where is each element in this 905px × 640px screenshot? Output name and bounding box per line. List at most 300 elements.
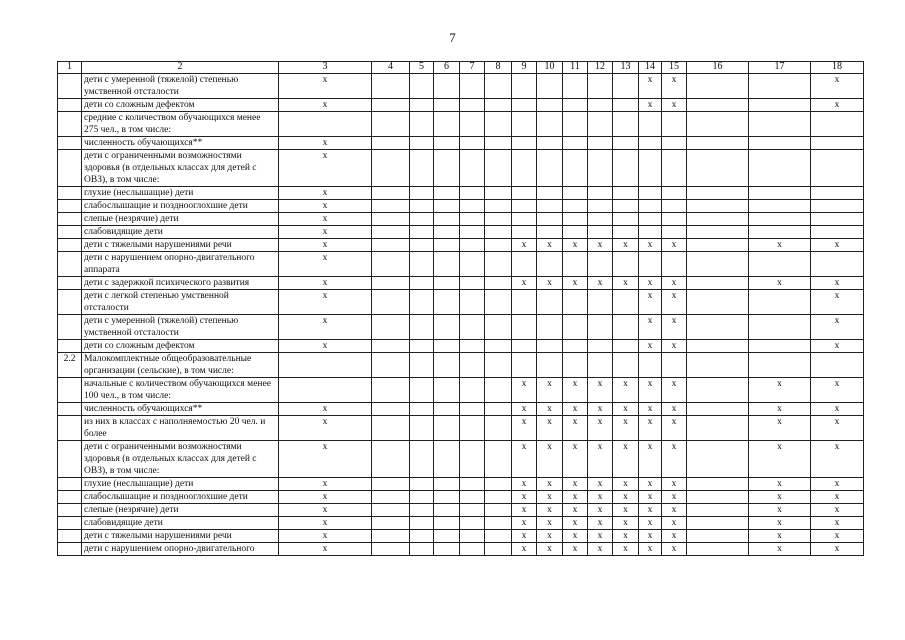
mark-cell-col-8 (485, 213, 512, 226)
mark-cell-col-15: x (662, 478, 687, 491)
mark-cell-col-13: x (613, 517, 639, 530)
table-row (58, 340, 864, 353)
mark-cell-col-7 (460, 226, 485, 239)
section-number-cell (58, 530, 82, 543)
mark-cell-col-16 (687, 530, 749, 543)
mark-cell-col-15 (662, 252, 687, 277)
mark-cell-col-10 (537, 112, 563, 137)
mark-cell-col-10 (537, 99, 563, 112)
mark-cell-col-3: x (279, 315, 372, 340)
mark-cell-col-18: x (811, 416, 864, 441)
mark-cell-col-15: x (662, 74, 687, 99)
mark-cell-col-4 (372, 200, 410, 213)
header-cell-col-7: 7 (460, 62, 485, 74)
mark-cell-col-14: x (639, 517, 662, 530)
mark-cell-col-13: x (613, 416, 639, 441)
mark-cell-col-10: x (537, 517, 563, 530)
table-row (58, 99, 864, 112)
mark-cell-col-18 (811, 187, 864, 200)
section-number-cell (58, 441, 82, 478)
mark-cell-col-6 (434, 137, 460, 150)
mark-cell-col-6 (434, 504, 460, 517)
section-number-cell (58, 416, 82, 441)
mark-cell-col-9 (512, 226, 537, 239)
mark-cell-col-8 (485, 226, 512, 239)
mark-cell-col-14 (639, 252, 662, 277)
mark-cell-col-14 (639, 112, 662, 137)
mark-cell-col-14: x (639, 277, 662, 290)
mark-cell-col-6 (434, 403, 460, 416)
mark-cell-col-11 (563, 353, 588, 378)
mark-cell-col-11: x (563, 416, 588, 441)
row-label-cell: слепые (незрячие) дети (82, 504, 279, 517)
mark-cell-col-14: x (639, 504, 662, 517)
mark-cell-col-3 (279, 353, 372, 378)
mark-cell-col-5 (410, 213, 434, 226)
mark-cell-col-7 (460, 517, 485, 530)
mark-cell-col-7 (460, 239, 485, 252)
mark-cell-col-7 (460, 478, 485, 491)
table-row (58, 213, 864, 226)
mark-cell-col-12: x (588, 378, 613, 403)
mark-cell-col-18: x (811, 530, 864, 543)
section-number-cell (58, 74, 82, 99)
mark-cell-col-12: x (588, 543, 613, 556)
mark-cell-col-18: x (811, 517, 864, 530)
mark-cell-col-10: x (537, 504, 563, 517)
table-row (58, 315, 864, 340)
mark-cell-col-17 (749, 137, 811, 150)
mark-cell-col-12: x (588, 491, 613, 504)
header-row (58, 62, 864, 74)
mark-cell-col-16 (687, 403, 749, 416)
mark-cell-col-13 (613, 74, 639, 99)
mark-cell-col-6 (434, 277, 460, 290)
mark-cell-col-15 (662, 187, 687, 200)
mark-cell-col-9: x (512, 478, 537, 491)
mark-cell-col-9: x (512, 403, 537, 416)
mark-cell-col-5 (410, 150, 434, 187)
mark-cell-col-6 (434, 290, 460, 315)
mark-cell-col-8 (485, 290, 512, 315)
section-number-cell (58, 239, 82, 252)
mark-cell-col-17: x (749, 277, 811, 290)
mark-cell-col-3: x (279, 252, 372, 277)
mark-cell-col-18: x (811, 99, 864, 112)
table-row (58, 478, 864, 491)
mark-cell-col-9 (512, 252, 537, 277)
mark-cell-col-3: x (279, 239, 372, 252)
mark-cell-col-4 (372, 150, 410, 187)
mark-cell-col-16 (687, 112, 749, 137)
mark-cell-col-5 (410, 441, 434, 478)
mark-cell-col-14: x (639, 491, 662, 504)
mark-cell-col-7 (460, 315, 485, 340)
mark-cell-col-16 (687, 252, 749, 277)
mark-cell-col-3: x (279, 403, 372, 416)
mark-cell-col-9 (512, 74, 537, 99)
mark-cell-col-3: x (279, 478, 372, 491)
mark-cell-col-8 (485, 315, 512, 340)
mark-cell-col-13: x (613, 403, 639, 416)
mark-cell-col-16 (687, 150, 749, 187)
header-cell-col-14: 14 (639, 62, 662, 74)
mark-cell-col-12 (588, 340, 613, 353)
section-number-cell (58, 137, 82, 150)
table-row (58, 150, 864, 187)
mark-cell-col-9 (512, 187, 537, 200)
mark-cell-col-15 (662, 353, 687, 378)
mark-cell-col-15: x (662, 340, 687, 353)
section-number-cell (58, 340, 82, 353)
mark-cell-col-13 (613, 150, 639, 187)
mark-cell-col-4 (372, 478, 410, 491)
mark-cell-col-4 (372, 74, 410, 99)
mark-cell-col-17: x (749, 491, 811, 504)
mark-cell-col-6 (434, 150, 460, 187)
mark-cell-col-4 (372, 403, 410, 416)
mark-cell-col-14 (639, 353, 662, 378)
table-row (58, 403, 864, 416)
mark-cell-col-8 (485, 99, 512, 112)
mark-cell-col-16 (687, 517, 749, 530)
row-label-cell: начальные с количеством обучающихся менее 100 чел., в том числе: (82, 378, 279, 403)
mark-cell-col-18: x (811, 277, 864, 290)
mark-cell-col-9 (512, 315, 537, 340)
mark-cell-col-4 (372, 416, 410, 441)
mark-cell-col-12 (588, 200, 613, 213)
mark-cell-col-14: x (639, 416, 662, 441)
mark-cell-col-5 (410, 137, 434, 150)
mark-cell-col-3: x (279, 340, 372, 353)
mark-cell-col-3 (279, 378, 372, 403)
mark-cell-col-8 (485, 543, 512, 556)
mark-cell-col-5 (410, 403, 434, 416)
table-row (58, 239, 864, 252)
mark-cell-col-8 (485, 478, 512, 491)
mark-cell-col-6 (434, 112, 460, 137)
mark-cell-col-5 (410, 353, 434, 378)
mark-cell-col-3: x (279, 441, 372, 478)
mark-cell-col-16 (687, 99, 749, 112)
table-row (58, 290, 864, 315)
mark-cell-col-4 (372, 491, 410, 504)
table-row (58, 416, 864, 441)
mark-cell-col-17: x (749, 530, 811, 543)
table-row (58, 517, 864, 530)
mark-cell-col-17 (749, 213, 811, 226)
mark-cell-col-12: x (588, 478, 613, 491)
mark-cell-col-11 (563, 252, 588, 277)
mark-cell-col-12: x (588, 277, 613, 290)
header-cell-col-11: 11 (563, 62, 588, 74)
mark-cell-col-11 (563, 150, 588, 187)
mark-cell-col-14: x (639, 530, 662, 543)
mark-cell-col-9 (512, 213, 537, 226)
mark-cell-col-15: x (662, 504, 687, 517)
mark-cell-col-7 (460, 340, 485, 353)
mark-cell-col-7 (460, 403, 485, 416)
mark-cell-col-7 (460, 353, 485, 378)
mark-cell-col-18: x (811, 74, 864, 99)
mark-cell-col-6 (434, 478, 460, 491)
table-row (58, 504, 864, 517)
mark-cell-col-3: x (279, 543, 372, 556)
mark-cell-col-6 (434, 213, 460, 226)
mark-cell-col-4 (372, 137, 410, 150)
mark-cell-col-6 (434, 340, 460, 353)
mark-cell-col-13 (613, 99, 639, 112)
mark-cell-col-10 (537, 137, 563, 150)
mark-cell-col-4 (372, 99, 410, 112)
mark-cell-col-9: x (512, 517, 537, 530)
mark-cell-col-16 (687, 200, 749, 213)
mark-cell-col-11 (563, 200, 588, 213)
mark-cell-col-3: x (279, 226, 372, 239)
mark-cell-col-3: x (279, 416, 372, 441)
mark-cell-col-9 (512, 340, 537, 353)
row-label-cell: глухие (неслышащие) дети (82, 187, 279, 200)
mark-cell-col-11 (563, 315, 588, 340)
mark-cell-col-10 (537, 340, 563, 353)
mark-cell-col-15: x (662, 530, 687, 543)
mark-cell-col-8 (485, 200, 512, 213)
mark-cell-col-14: x (639, 74, 662, 99)
mark-cell-col-17 (749, 187, 811, 200)
header-cell-col-12: 12 (588, 62, 613, 74)
mark-cell-col-18: x (811, 239, 864, 252)
mark-cell-col-16 (687, 277, 749, 290)
mark-cell-col-14: x (639, 290, 662, 315)
row-label-cell: дети с задержкой психического развития (82, 277, 279, 290)
mark-cell-col-11: x (563, 403, 588, 416)
mark-cell-col-12 (588, 74, 613, 99)
section-number-cell (58, 99, 82, 112)
table-row (58, 353, 864, 378)
table-row (58, 200, 864, 213)
mark-cell-col-9: x (512, 416, 537, 441)
mark-cell-col-18 (811, 112, 864, 137)
mark-cell-col-11 (563, 187, 588, 200)
mark-cell-col-7 (460, 441, 485, 478)
section-number-cell (58, 378, 82, 403)
mark-cell-col-18 (811, 150, 864, 187)
mark-cell-col-13: x (613, 530, 639, 543)
mark-cell-col-18: x (811, 403, 864, 416)
mark-cell-col-15 (662, 226, 687, 239)
mark-cell-col-11 (563, 99, 588, 112)
mark-cell-col-10 (537, 213, 563, 226)
header-cell-col-17: 17 (749, 62, 811, 74)
mark-cell-col-6 (434, 74, 460, 99)
mark-cell-col-4 (372, 252, 410, 277)
mark-cell-col-10 (537, 200, 563, 213)
row-label-cell: дети с ограниченными возможностями здоровья (в отдельных классах для детей с ОВЗ), в том числе: (82, 150, 279, 187)
mark-cell-col-15: x (662, 441, 687, 478)
header-cell-col-13: 13 (613, 62, 639, 74)
mark-cell-col-10 (537, 74, 563, 99)
section-number-cell (58, 150, 82, 187)
mark-cell-col-4 (372, 187, 410, 200)
mark-cell-col-15: x (662, 416, 687, 441)
mark-cell-col-13 (613, 315, 639, 340)
mark-cell-col-15 (662, 150, 687, 187)
mark-cell-col-17: x (749, 239, 811, 252)
mark-cell-col-4 (372, 290, 410, 315)
row-label-cell: из них в классах с наполняемостью 20 чел. и более (82, 416, 279, 441)
mark-cell-col-4 (372, 112, 410, 137)
mark-cell-col-10 (537, 353, 563, 378)
mark-cell-col-14 (639, 187, 662, 200)
header-cell-col-5: 5 (410, 62, 434, 74)
mark-cell-col-16 (687, 441, 749, 478)
mark-cell-col-12 (588, 353, 613, 378)
mark-cell-col-11 (563, 213, 588, 226)
mark-cell-col-4 (372, 213, 410, 226)
mark-cell-col-14 (639, 226, 662, 239)
section-number-cell (58, 315, 82, 340)
data-table (57, 61, 864, 556)
mark-cell-col-11: x (563, 517, 588, 530)
mark-cell-col-10: x (537, 530, 563, 543)
mark-cell-col-16 (687, 478, 749, 491)
row-label-cell: Малокомплектные общеобразовательные организации (сельские), в том числе: (82, 353, 279, 378)
mark-cell-col-8 (485, 378, 512, 403)
mark-cell-col-5 (410, 226, 434, 239)
mark-cell-col-15 (662, 213, 687, 226)
mark-cell-col-5 (410, 252, 434, 277)
mark-cell-col-10: x (537, 441, 563, 478)
mark-cell-col-15: x (662, 315, 687, 340)
mark-cell-col-16 (687, 239, 749, 252)
mark-cell-col-9 (512, 290, 537, 315)
mark-cell-col-3: x (279, 187, 372, 200)
mark-cell-col-14: x (639, 340, 662, 353)
mark-cell-col-18 (811, 226, 864, 239)
row-label-cell: дети с умеренной (тяжелой) степенью умственной отсталости (82, 315, 279, 340)
header-cell-col-10: 10 (537, 62, 563, 74)
table-row (58, 441, 864, 478)
mark-cell-col-12 (588, 99, 613, 112)
mark-cell-col-17: x (749, 543, 811, 556)
mark-cell-col-16 (687, 315, 749, 340)
table-row (58, 491, 864, 504)
mark-cell-col-13 (613, 290, 639, 315)
mark-cell-col-4 (372, 378, 410, 403)
mark-cell-col-12 (588, 112, 613, 137)
mark-cell-col-9 (512, 112, 537, 137)
mark-cell-col-18: x (811, 441, 864, 478)
mark-cell-col-3: x (279, 213, 372, 226)
mark-cell-col-16 (687, 416, 749, 441)
mark-cell-col-8 (485, 517, 512, 530)
mark-cell-col-11: x (563, 378, 588, 403)
header-cell-col-1: 1 (58, 62, 82, 74)
mark-cell-col-6 (434, 252, 460, 277)
mark-cell-col-4 (372, 315, 410, 340)
mark-cell-col-7 (460, 252, 485, 277)
mark-cell-col-18: x (811, 491, 864, 504)
mark-cell-col-6 (434, 239, 460, 252)
mark-cell-col-10 (537, 252, 563, 277)
mark-cell-col-6 (434, 200, 460, 213)
row-label-cell: дети с нарушением опорно-двигательного (82, 543, 279, 556)
mark-cell-col-3: x (279, 517, 372, 530)
mark-cell-col-4 (372, 530, 410, 543)
mark-cell-col-11 (563, 74, 588, 99)
mark-cell-col-10 (537, 226, 563, 239)
mark-cell-col-15: x (662, 403, 687, 416)
mark-cell-col-10 (537, 187, 563, 200)
mark-cell-col-7 (460, 187, 485, 200)
section-number-cell (58, 517, 82, 530)
mark-cell-col-10: x (537, 403, 563, 416)
table-row (58, 74, 864, 99)
mark-cell-col-4 (372, 277, 410, 290)
mark-cell-col-10: x (537, 239, 563, 252)
mark-cell-col-7 (460, 277, 485, 290)
mark-cell-col-17: x (749, 441, 811, 478)
mark-cell-col-3: x (279, 200, 372, 213)
mark-cell-col-17: x (749, 517, 811, 530)
mark-cell-col-3: x (279, 491, 372, 504)
mark-cell-col-12 (588, 137, 613, 150)
mark-cell-col-10 (537, 315, 563, 340)
mark-cell-col-3: x (279, 99, 372, 112)
table-row (58, 378, 864, 403)
mark-cell-col-18 (811, 213, 864, 226)
section-number-cell (58, 543, 82, 556)
mark-cell-col-16 (687, 226, 749, 239)
header-cell-col-6: 6 (434, 62, 460, 74)
mark-cell-col-5 (410, 504, 434, 517)
mark-cell-col-17 (749, 74, 811, 99)
mark-cell-col-3: x (279, 74, 372, 99)
mark-cell-col-4 (372, 441, 410, 478)
mark-cell-col-12 (588, 252, 613, 277)
mark-cell-col-9: x (512, 491, 537, 504)
mark-cell-col-12 (588, 150, 613, 187)
mark-cell-col-9: x (512, 239, 537, 252)
mark-cell-col-17: x (749, 478, 811, 491)
mark-cell-col-16 (687, 353, 749, 378)
table-row (58, 530, 864, 543)
mark-cell-col-5 (410, 187, 434, 200)
mark-cell-col-9: x (512, 378, 537, 403)
mark-cell-col-18 (811, 353, 864, 378)
mark-cell-col-7 (460, 290, 485, 315)
mark-cell-col-7 (460, 99, 485, 112)
mark-cell-col-13 (613, 137, 639, 150)
mark-cell-col-18 (811, 200, 864, 213)
mark-cell-col-16 (687, 340, 749, 353)
table-row (58, 277, 864, 290)
mark-cell-col-18: x (811, 315, 864, 340)
section-number-cell: 2.2 (58, 353, 82, 378)
header-cell-col-16: 16 (687, 62, 749, 74)
row-label-cell: слабовидящие дети (82, 517, 279, 530)
row-label-cell: слабослышащие и позднооглохшие дети (82, 491, 279, 504)
mark-cell-col-9 (512, 137, 537, 150)
header-cell-col-2: 2 (82, 62, 279, 74)
mark-cell-col-10: x (537, 543, 563, 556)
mark-cell-col-16 (687, 74, 749, 99)
mark-cell-col-18: x (811, 290, 864, 315)
row-label-cell: средние с количеством обучающихся менее 275 чел., в том числе: (82, 112, 279, 137)
mark-cell-col-6 (434, 491, 460, 504)
mark-cell-col-5 (410, 239, 434, 252)
mark-cell-col-11 (563, 340, 588, 353)
